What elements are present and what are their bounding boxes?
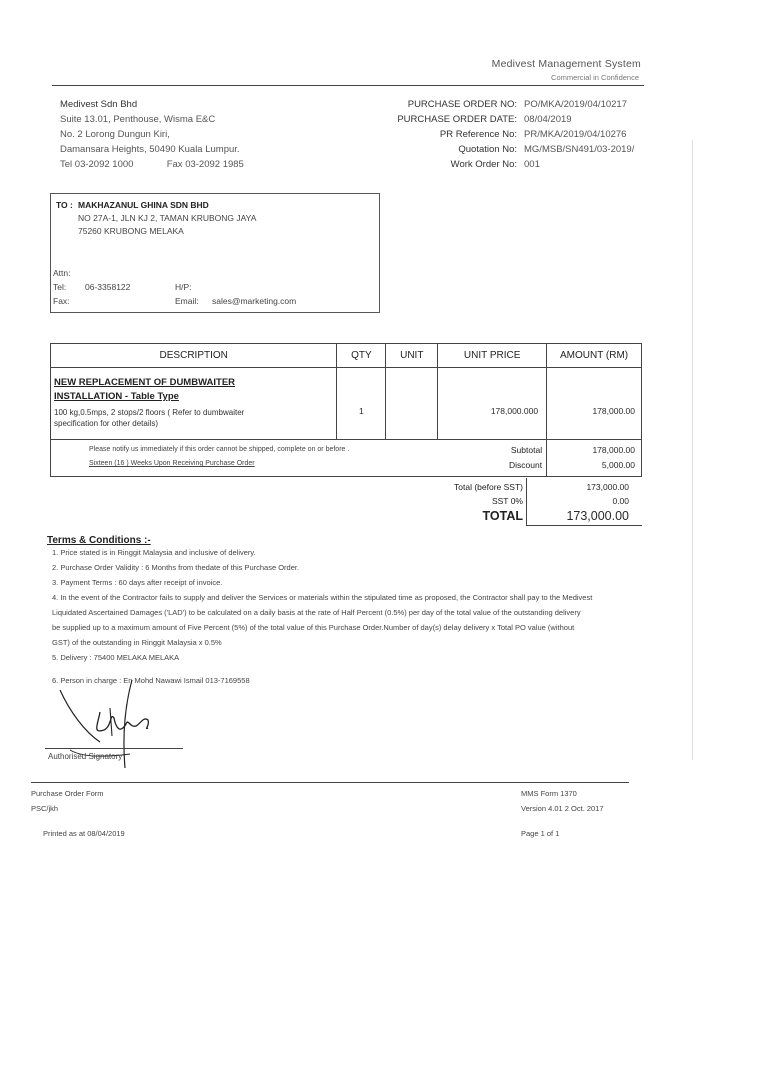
total-before-sst-label: Total (before SST) (454, 482, 523, 492)
footer-divider (31, 782, 629, 783)
discount-value: 5,000.00 (601, 460, 635, 470)
po-number-label: PURCHASE ORDER NO: (407, 99, 517, 110)
term-line: 3. Payment Terms : 60 days after receipt of invoice. (52, 578, 223, 587)
vendor-tel-label: Tel: (53, 282, 67, 292)
term-line: 6. Person in charge : En Mohd Nawawi Ismail 013-7169558 (52, 676, 250, 685)
term-line: GST) of the outstanding in Ringgit Malaysia x 0.5% (52, 638, 222, 647)
col-amount: AMOUNT (RM) (547, 344, 642, 368)
discount-label: Discount (509, 460, 543, 470)
quotation-label: Quotation No: (458, 144, 517, 155)
system-title: Medivest Management System (491, 58, 641, 70)
subtotal-label: Subtotal (510, 445, 543, 455)
sst-value: 0.00 (612, 496, 629, 506)
term-line: 2. Purchase Order Validity : 6 Months from thedate of this Purchase Order. (52, 563, 300, 572)
scan-edge-line (692, 140, 693, 760)
pr-reference-label: PR Reference No: (439, 129, 517, 140)
total-label: TOTAL (482, 509, 523, 523)
form-name: Purchase Order Form (31, 789, 104, 798)
quotation-number: MG/MSB/SN491/03-2019/ (524, 144, 635, 155)
header-divider (52, 85, 644, 86)
total-before-sst-value: 173,000.00 (586, 482, 629, 492)
item-unit-price: 178,000.000 (438, 368, 547, 440)
attn-label: Attn: (53, 268, 71, 278)
vendor-hp-label: H/P: (175, 282, 192, 292)
totals-divider (526, 478, 527, 526)
form-ref: PSC/jkh (31, 804, 59, 813)
term-line: 5. Delivery : 75400 MELAKA MELAKA (52, 653, 180, 662)
delivery-notice: Please notify us immediately if this order cannot be shipped, complete on or before . (89, 446, 350, 453)
subtotal-cell (547, 440, 642, 477)
term-line: Liquidated Ascertained Damages ('LAD') to be calculated on a daily basis at the rate of Half Percent (0.5%) per day of the total value of the outstanding delivery (52, 608, 581, 617)
col-unit: UNIT (386, 344, 438, 368)
col-description: DESCRIPTION (51, 344, 337, 368)
page-number: Page 1 of 1 (521, 829, 560, 838)
delivery-schedule: Sixteen (16 ) Weeks Upon Receiving Purchase Order (89, 460, 255, 467)
vendor-fax-label: Fax: (53, 296, 70, 306)
confidential-note: Commercial in Confidence (551, 73, 639, 82)
col-unit-price: UNIT PRICE (438, 344, 547, 368)
form-version: Version 4.01 2 Oct. 2017 (521, 804, 604, 813)
term-line: 1. Price stated is in Ringgit Malaysia and inclusive of delivery. (52, 548, 256, 557)
company-tel-label: Tel (60, 159, 73, 170)
term-line: be supplied up to a maximum amount of Five Percent (5%) of the total value of this Purchase Order.Number of day(s) delay delivery x Total PO value (without (52, 623, 575, 632)
vendor-tel: 06-3358122 (85, 282, 131, 292)
work-order-label: Work Order No: (450, 159, 517, 170)
printed-date: Printed as at 08/04/2019 (43, 829, 125, 838)
item-spec-line1: 100 kg,0.5mps, 2 stops/2 floors ( Refer to dumbwaiter (54, 408, 245, 417)
company-address-line: Damansara Heights, 50490 Kuala Lumpur. (60, 144, 240, 155)
vendor-name: MAKHAZANUL GHINA SDN BHD (78, 200, 209, 210)
item-title-line1: NEW REPLACEMENT OF DUMBWAITER (54, 377, 236, 388)
item-unit (386, 368, 438, 440)
totals-underline (526, 525, 642, 526)
term-line: 4. In the event of the Contractor fails to supply and deliver the Services or materials within the stipulated time as proposed, the Contractor shall pay to the Medivest (52, 593, 593, 602)
company-contact (60, 157, 244, 172)
po-date-label: PURCHASE ORDER DATE: (397, 114, 517, 125)
table-header-row (51, 344, 642, 368)
company-fax: 03-2092 1985 (185, 159, 244, 170)
item-qty: 1 (337, 368, 386, 440)
vendor-email-label: Email: (175, 296, 199, 306)
notes-cell (51, 440, 547, 477)
vendor-email: sales@marketing.com (212, 296, 297, 306)
item-description (51, 368, 337, 440)
signatory-label: Authorised Signatory (48, 752, 123, 761)
company-tel: 03-2092 1000 (74, 159, 134, 170)
company-block (60, 97, 244, 172)
po-values (524, 97, 634, 172)
company-fax-label: Fax (166, 159, 183, 170)
company-address-line: Suite 13.01, Penthouse, Wisma E&C (60, 114, 216, 125)
to-label: TO : (56, 200, 73, 210)
table-row (51, 368, 642, 440)
terms-list (52, 545, 592, 688)
po-date: 08/04/2019 (524, 114, 572, 125)
terms-title: Terms & Conditions :- (47, 535, 151, 546)
work-order-number: 001 (524, 159, 540, 170)
form-number: MMS Form 1370 (521, 789, 577, 798)
subtotal-value: 178,000.00 (592, 445, 635, 455)
signature-line (45, 748, 183, 749)
company-address-line: No. 2 Lorong Dungun Kiri, (60, 129, 170, 140)
pr-reference: PR/MKA/2019/04/10276 (524, 129, 627, 140)
sst-label: SST 0% (491, 496, 523, 506)
company-name: Medivest Sdn Bhd (60, 99, 138, 110)
total-value: 173,000.00 (566, 509, 629, 523)
col-qty: QTY (337, 344, 386, 368)
item-amount: 178,000.00 (547, 368, 642, 440)
po-labels (397, 97, 517, 172)
items-table (50, 343, 642, 477)
item-spec-line2: specification for other details) (54, 419, 159, 428)
po-number: PO/MKA/2019/04/10217 (524, 99, 627, 110)
vendor-address-line2: 75260 KRUBONG MELAKA (78, 226, 184, 236)
item-title-line2: INSTALLATION - Table Type (54, 391, 179, 402)
notes-row (51, 440, 642, 477)
vendor-address-line1: NO 27A-1, JLN KJ 2, TAMAN KRUBONG JAYA (78, 213, 257, 223)
vendor-box (50, 193, 380, 313)
